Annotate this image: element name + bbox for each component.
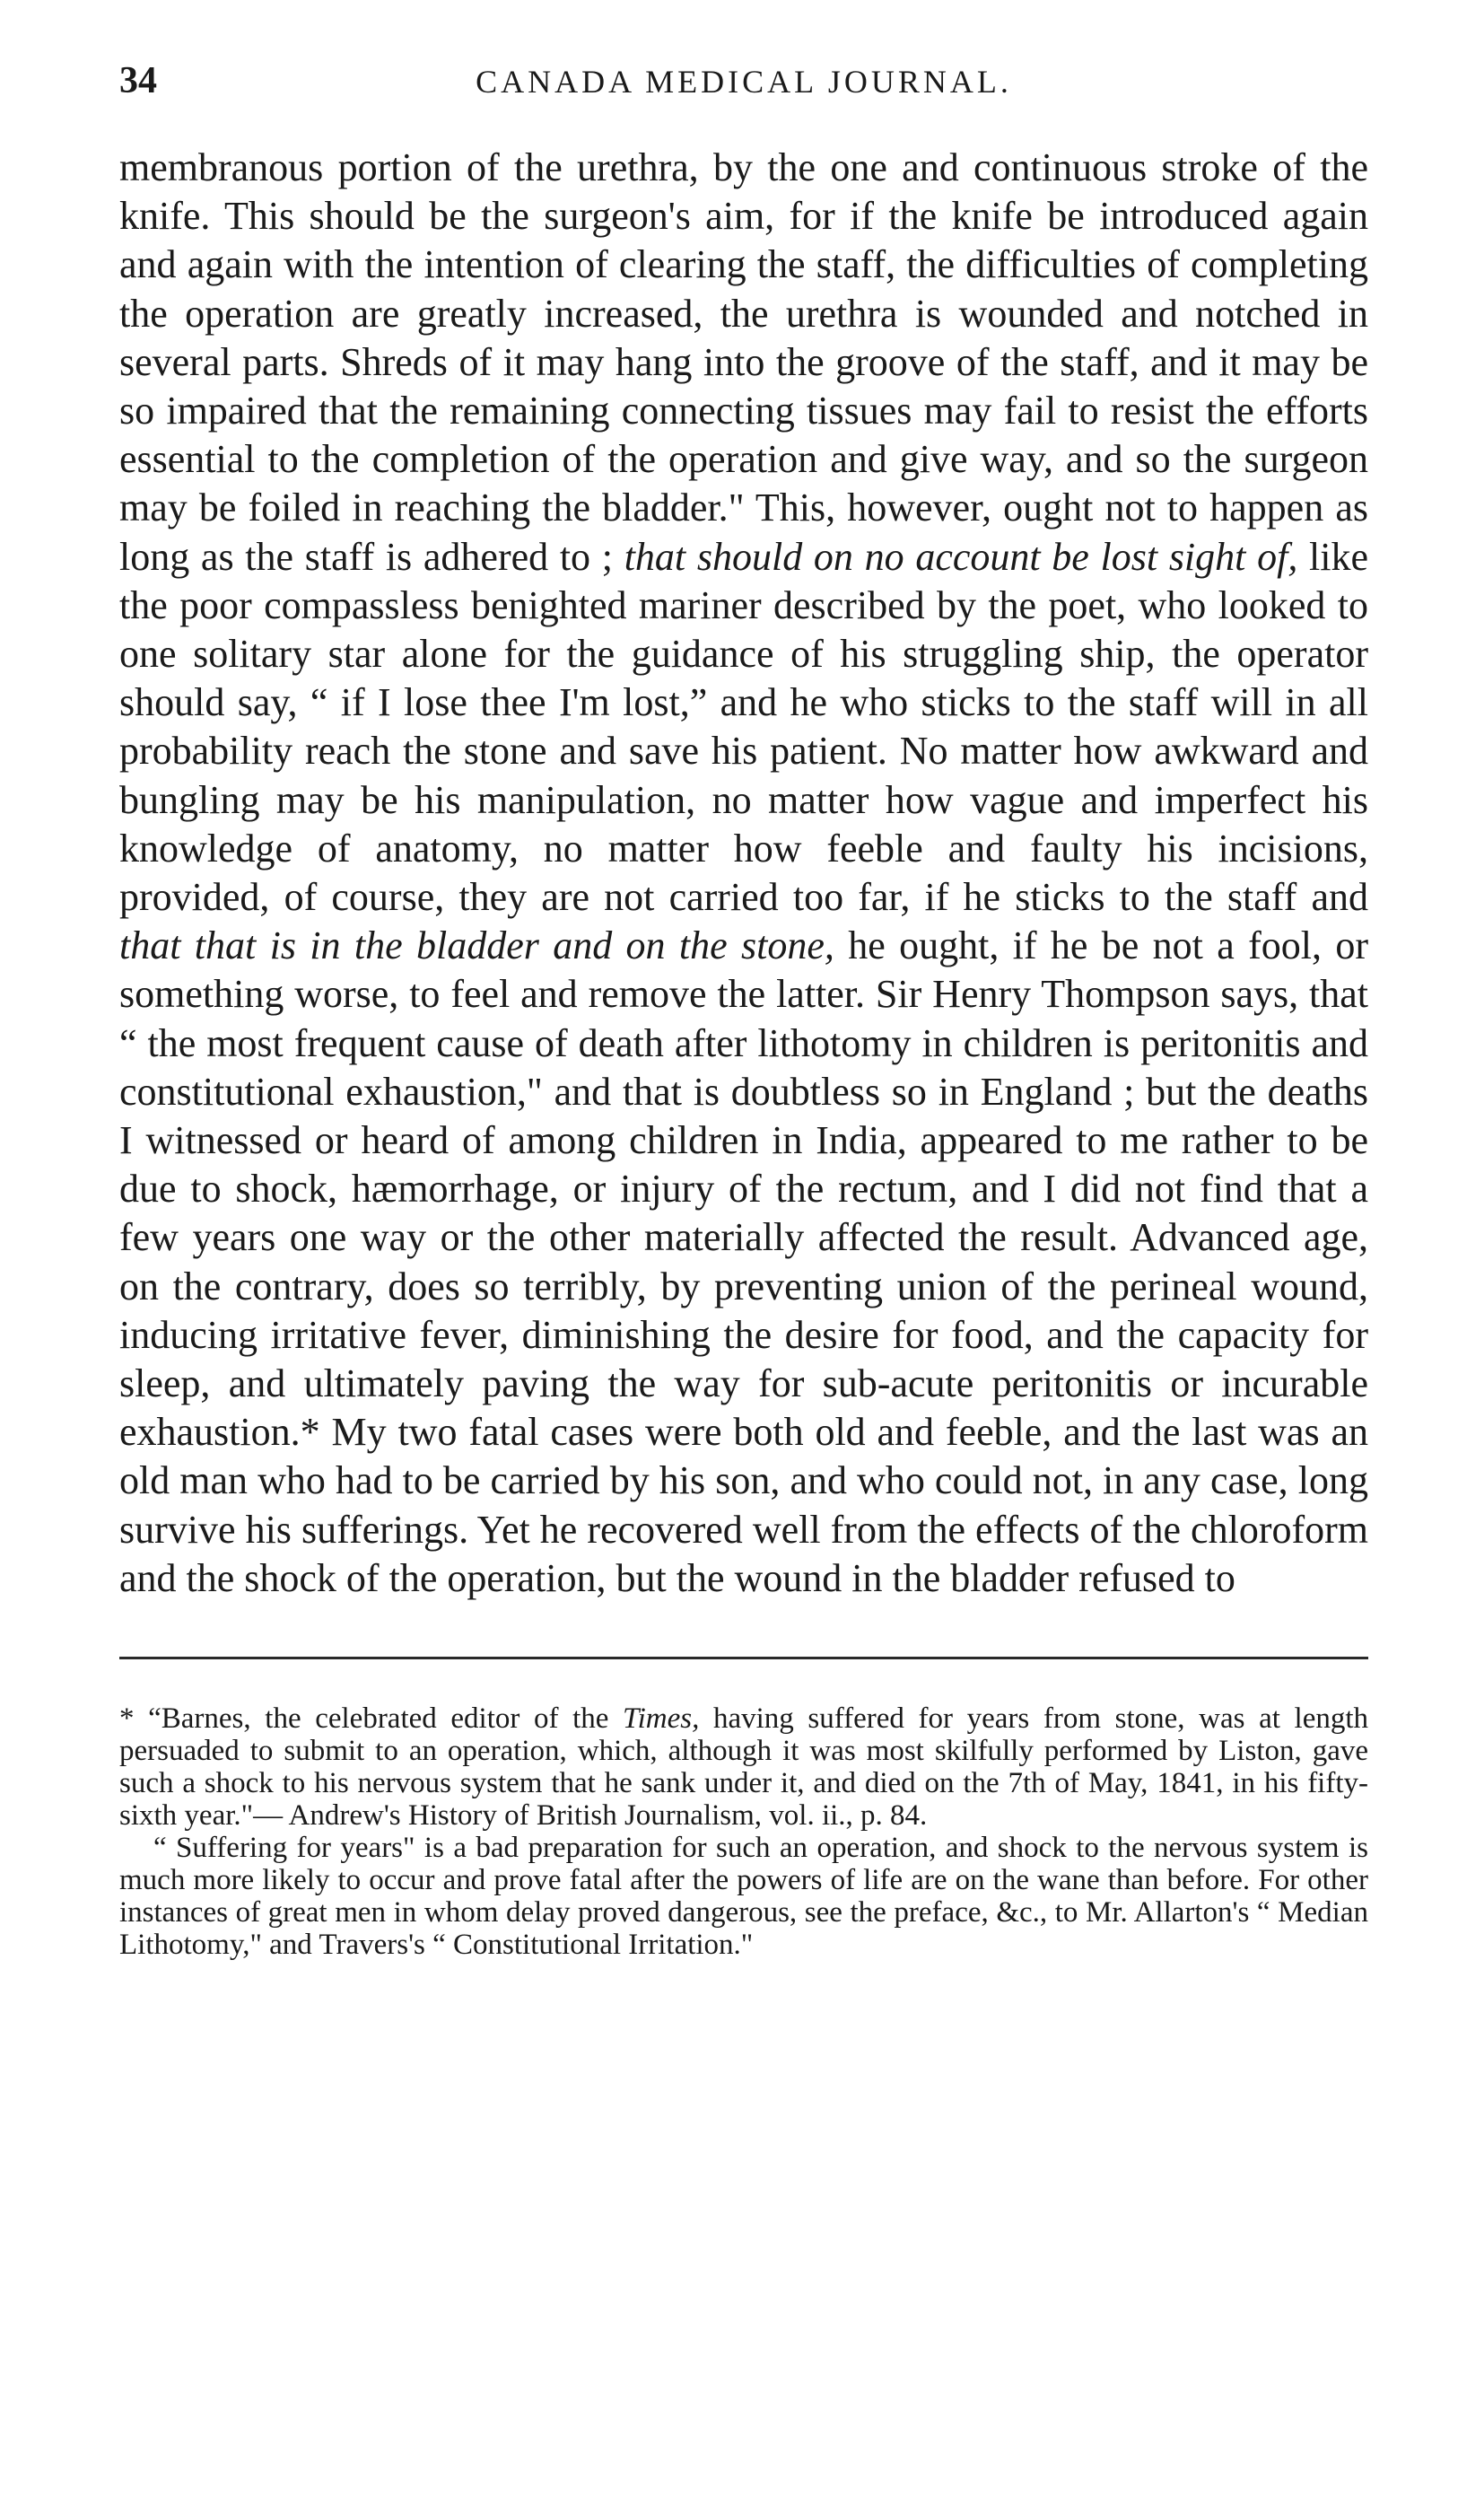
article-body xyxy=(119,144,1368,1603)
footnote-text: having suffered for years from stone, was at length persuaded to submit to an operation, which, although it was most skilfully performed by Liston, gave such a shock to his nervous system that he sank under it, and died on the 7th of May, 1841, in his fifty-sixth year."— Andrew's History of British Journalism, vol. ii., p. 84. xyxy=(119,1702,1369,1833)
footnote-divider xyxy=(119,1657,1368,1659)
italic-phrase: that that is in the bladder and on the stone, xyxy=(119,923,834,968)
footnote-text: * “Barnes, the celebrated editor of the xyxy=(119,1702,609,1736)
body-text-segment: he ought, if he be not a fool, or something worse, to feel and remove the latter. Sir Henry Thompson says, that “ the most frequent cause of death after lithotomy in children is peritonitis and constitutional exhaustion," and that is doubtless so in England ; but the deaths I witnessed or heard of among children in India, appeared to me rather to be due to shock, hæmorrhage, or injury of the rectum, and I did not find that a few years one way or the other materially affected the result. Advanced age, on the contrary, does so terribly, by preventing union of the perineal wound, inducing irritative fever, diminishing the desire for food, and the capacity for sleep, and ultimately paving the way for sub-acute peritonitis or incurable exhaustion.* My two fatal cases were both old and feeble, and the last was an old man who had to be carried by his son, and who could not, in any case, long survive his sufferings. Yet he recovered well from the effects of the chloroform and the shock of the operation, but the wound in the bladder refused to xyxy=(119,923,1368,1600)
footnote-paragraph xyxy=(119,1702,1368,1832)
footnote-paragraph: “ Suffering for years" is a bad preparation for such an operation, and shock to the nervous system is much more likely to occur and prove fatal after the powers of life are on the wane than before. For other instances of great men in whom delay proved dangerous, see the preface, &c., to Mr. Allarton's “ Median Lithotomy," and Travers's “ Constitutional Irritation." xyxy=(119,1832,1368,1962)
italic-phrase: that should on no account be lost sight of, xyxy=(624,534,1298,579)
body-text-segment: like the poor compassless benighted mariner described by the poet, who looked to one solitary star alone for the guidance of his struggling ship, the operator should say, “ if I lose thee I'm lost,” and he who sticks to the staff will in all probability reach the stone and save his patient. No matter how awkward and bungling may be his manipulation, no matter how vague and imperfect his knowledge of anatomy, no matter how feeble and faulty his incisions, provided, of course, they are not carried too far, if he sticks to the staff and xyxy=(119,534,1369,920)
body-text-segment: membranous portion of the urethra, by the one and continuous stroke of the knife. This should be the surgeon's aim, for if the knife be introduced again and again with the intention of clearing the staff, the difficulties of completing the operation are greatly increased, the urethra is wounded and notched in several parts. Shreds of it may hang into the groove of the staff, and it may be so impaired that the remaining connecting tissues may fail to resist the efforts essential to the completion of the operation and give way, and so the surgeon may be foiled in reaching the bladder." This, however, ought not to happen as long as the staff is adhered to ; xyxy=(119,145,1368,579)
page-number: 34 xyxy=(119,60,157,101)
running-title: CANADA MEDICAL JOURNAL. xyxy=(476,64,1012,100)
page-header xyxy=(119,59,1368,122)
footnote-italic: Times, xyxy=(623,1702,700,1736)
body-paragraph xyxy=(119,144,1368,1603)
footnotes xyxy=(119,1702,1368,1961)
journal-page xyxy=(119,59,1368,1961)
